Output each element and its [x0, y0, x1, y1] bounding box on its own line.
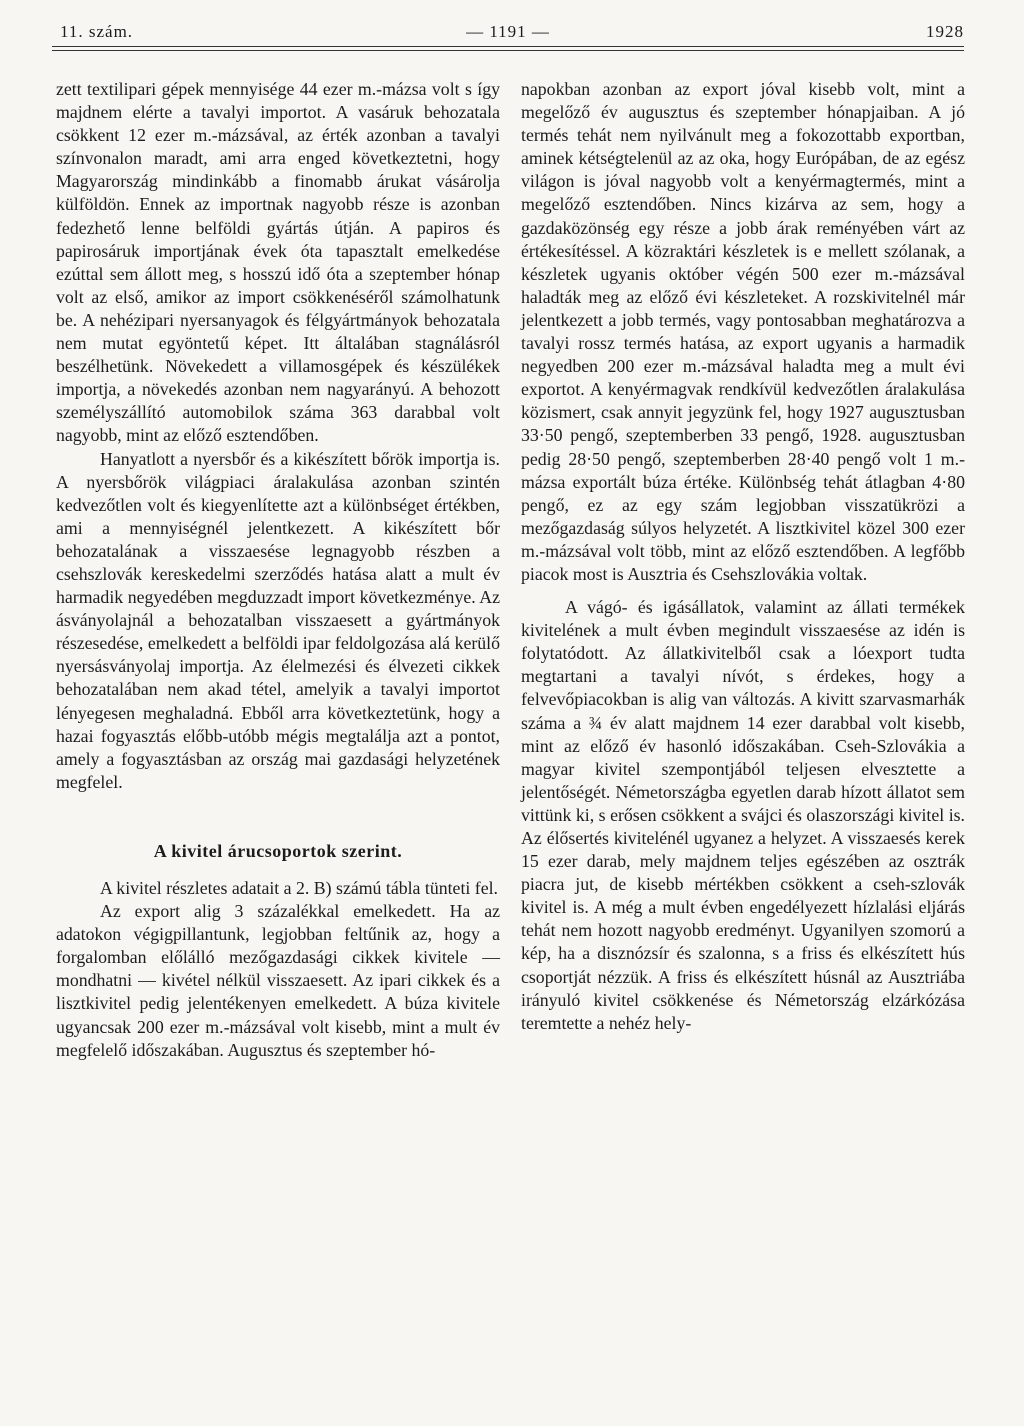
header-rule [52, 46, 964, 47]
left-column [56, 78, 500, 1062]
issue-number: 11. szám. [60, 22, 134, 41]
running-header [52, 22, 964, 46]
section-heading: A kivitel árucsoportok szerint. [153, 840, 403, 861]
header-rule-thin [52, 50, 964, 51]
paragraph: A kivitel részletes adatait a 2. B) számú tábla tünteti fel. [100, 878, 498, 898]
paragraph: A vágó- és igásállatok, valamint az állati termékek kivitelének a mult évben megindult visszaesése az idén is folytatódott. Az állatkivitelből csak a lóexport tudta megtartani a tavalyi nívót, s érdekes, hogy a felvevőpiacokban is alig van változás. A kivitt szarvasmarhák száma a ¾ év alatt majdnem 14 ezer darabbal volt kisebb, mint az előző év hasonló időszakában. Cseh-Szlovákia a magyar kivitel szempontjából teljesen elvesztette a jelentőségét. Németországba egyetlen darab hízott állatot sem vittünk ki, s erősen csökkent a svájci és olaszországi kivitel is. Az élősertés kivitelénél ugyanez a helyzet. A visszaesés kerek 15 ezer darab, mely majdnem teljes egészében az osztrák piacra jut, de kisebb mértékben csökkent a cseh-szlovák kivitel is. A még a mult évben engedélyezett hízlalási eljárás tehát nem hozott nagyobb eredményt. Ugyanilyen szomorú a kép, ha a disznózsír és szalonna, s a friss és elkészített hús csoportját nézzük. A friss és elkészített húsnál az Ausztriába irányuló kivitel csökkenése és Németország elzárkózása teremtette a nehéz hely- [521, 597, 965, 1033]
paragraph: Az export alig 3 százalékkal emelkedett. Ha az adatokon végigpillantunk, legjobban feltűnik az, hogy a forgalomban előlálló mezőgazdasági cikkek kivitele — mondhatni — kivétel nélkül visszaesett. Az ipari cikkek és a lisztkivitel pedig jelentékenyen emelkedett. A búza kivitele ugyancsak 200 ezer m.-mázsával volt kisebb, mint a mult év megfelelő időszakában. Augusztus és szeptember hó- [56, 901, 500, 1060]
paragraph: zett textilipari gépek mennyisége 44 ezer m.-mázsa volt s így majdnem elérte a tavalyi importot. A vasáruk behozatala csökkent 12 ezer m.-mázsával, az érték azonban a tavalyi színvonalon maradt, ami arra enged következtetni, hogy Magyarország mindinkább a finomabb árukat vásárolja külföldön. Ennek az importnak nagyobb része is azonban fedezhető lenne belföldi gyártás útján. A papiros és papirosáruk importjának évek óta tapasztalt emelkedése ezúttal sem állott meg, s hosszú idő óta a szeptember hónap volt az első, amikor az import csökkenéséről számolhatunk be. A nehézipari nyersanyagok és félgyártmányok behozatala nem mutat egyöntetű képet. Itt általában stagnálásról beszélhetünk. Növekedett a villamosgépek és készülékek importja, a növekedés azonban nem nagyarányú. A behozott személyszállító automobilok száma 363 darabbal volt nagyobb, mint az előző esztendőben. [56, 79, 500, 446]
paragraph: napokban azonban az export jóval kisebb volt, mint a megelőző év augusztus és szeptember hónapjaiban. A jó termés tehát nem nyilvánult meg a fokozottabb exportban, aminek kétségtelenül az az oka, hogy Európában, de az egész világon is jóval nagyobb volt a kenyérmagtermés, mint a megelőző esztendőben. Nincs kizárva az sem, hogy a gazdaközönség egy része a jobb árak reményében várt az értékesítéssel. A közraktári készletek is e mellett szólanak, a készletek ugyanis október végén 500 ezer m.-mázsával haladták meg az előző évi készleteket. A rozskivitelnél már jelentkezett a jobb termés, vagy pontosabban meghatározva a tavalyi rossz termés hatása, az export ugyanis a harmadik negyedben 200 ezer m.-mázsával haladta meg a mult évi exportot. A kenyérmagvak rendkívül kedvezőtlen áralakulása közismert, csak annyit jegyzünk fel, hogy 1927 augusztusban 33·50 pengő, szeptemberben 33 pengő, 1928. augusztusban pedig 28·50 pengő, szeptemberben 28·40 pengő volt 1 m.-mázsa exportált búza értéke. Különbség tehát átlagban 4·80 pengő, ez az egy szám legjobban visszatükrözi a mezőgazdaság súlyos helyzetét. A lisztkivitel közel 300 ezer m.-mázsával volt több, mint az előző esztendőben. A legfőbb piacok most is Ausztria és Csehszlovákia voltak. [521, 79, 965, 584]
paragraph: Hanyatlott a nyersbőr és a kikészített bőrök importja is. A nyersbőrök világpiaci áralakulása azonban szintén kedvezőtlen volt és kiegyenlítette azt a különbséget értékben, ami a mennyiségnél jelentkezett. A kikészített bőr behozatalának a visszaesése legnagyobb részben a csehszlovák kereskedelmi szerződés hatása alatt a mult év harmadik negyedében megduzzadt import következménye. Az ásványolajnál a behozatalban visszaesett a gyártmányok részesedése, emelkedett a belföldi ipar feldolgozása alá kerülő nyersásványolaj importja. Az élelmezési és élvezeti cikkek behozatalában nem akad tétel, amelyik a tavalyi importot lényegesen meghaladná. Ebből arra következtetünk, hogy a hazai fogyasztás előbb-utóbb mégis megtalálja azt a pontot, amely a fogyasztásban az ország mai gazdasági helyzetének megfelel. [56, 448, 500, 792]
page-number: — 1191 — [466, 22, 550, 41]
publication-year: 1928 [926, 22, 964, 41]
right-column [521, 78, 965, 1035]
